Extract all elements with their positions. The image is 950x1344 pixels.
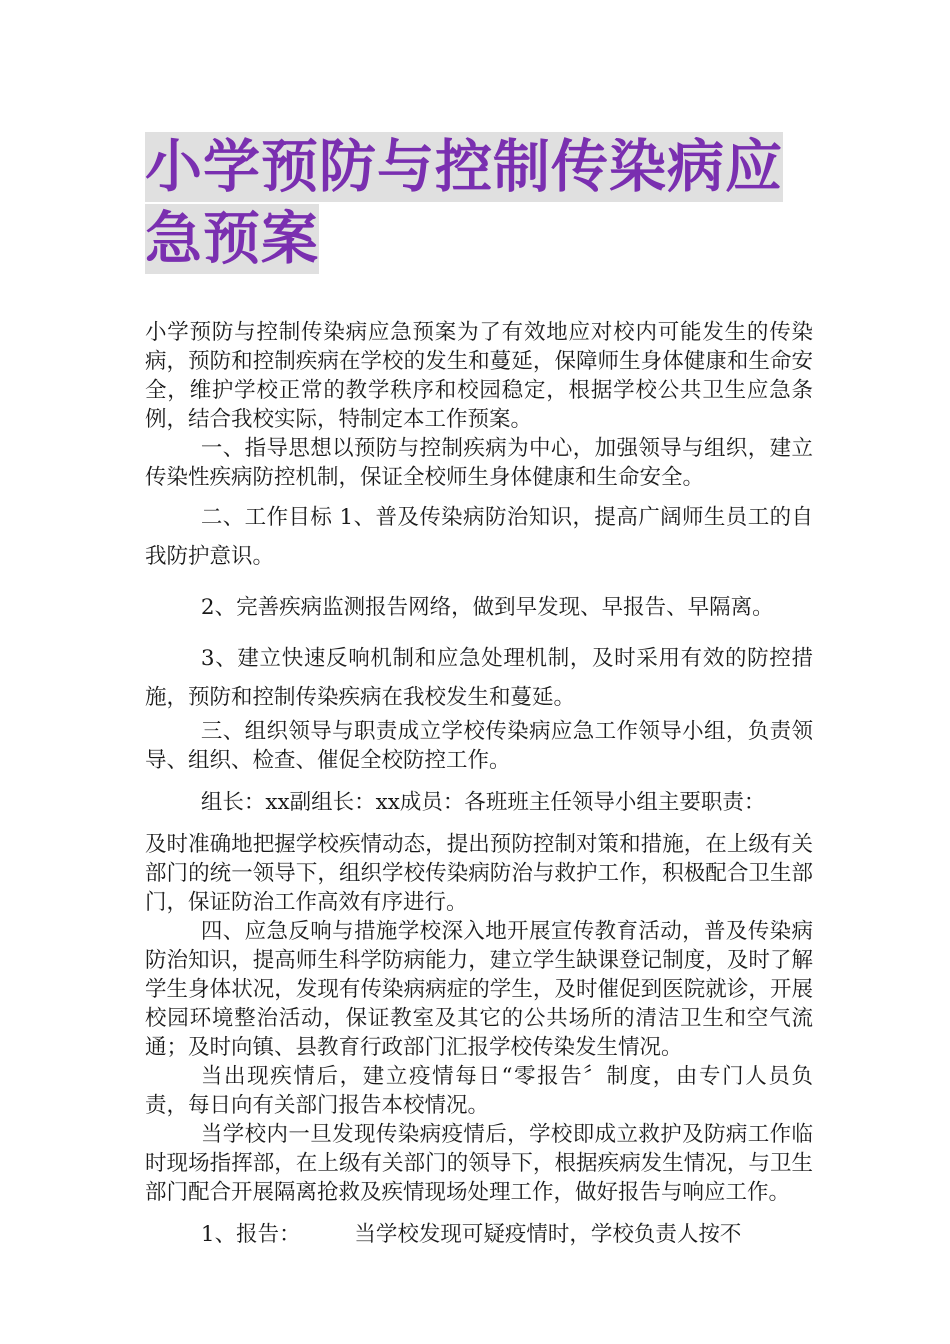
paragraph-work-goals: 二、工作目标 1、普及传染病防治知识，提高广阔师生员工的自我防护意识。 — [145, 505, 813, 569]
paragraph-duties: 及时准确地把握学校疾情动态，提出预防控制对策和措施，在上级有关部门的统一领导下，组织学校传染病防治与救护工作，积极配合卫生部门，保证防治工作高效有序进行。 — [145, 832, 813, 915]
paragraph-command-center: 当学校内一旦发现传染病疫情后，学校即成立救护及防病工作临时现场指挥部，在上级有关部门的领导下，根据疾病发生情况，与卫生部门配合开展隔离抢救及疾情现场处理工作，做好报告与响应工作。 — [145, 1122, 813, 1205]
title-line-1: 小学预防与控制传染病应 — [145, 134, 783, 200]
paragraph-guiding-idea: 一、指导思想以预防与控制疾病为中心，加强领导与组织，建立传染性疾病防控机制，保证全校师生身体健康和生命安全。 — [145, 436, 813, 490]
paragraph-members: 组长：xx副组长：xx成员：各班班主任领导小组主要职责： — [200, 790, 766, 815]
paragraph-report: 1、报告： 当学校发现可疑疫情时，学校负责人按不 — [200, 1222, 742, 1247]
title-line-2: 急预案 — [145, 206, 319, 272]
paragraph-goal-3: 3、建立快速反响机制和应急处理机制，及时采用有效的防控措施，预防和控制传染疾病在我校发生和蔓延。 — [145, 646, 813, 710]
document-title — [145, 132, 825, 276]
paragraph-organization: 三、组织领导与职责成立学校传染病应急工作领导小组，负责领导、组织、检查、催促全校防控工作。 — [145, 719, 813, 773]
paragraph-zero-report: 当出现疾情后，建立疫情每日“零报告〞制度，由专门人员负责，每日向有关部门报告本校情况。 — [145, 1064, 813, 1118]
paragraph-intro: 小学预防与控制传染病应急预案为了有效地应对校内可能发生的传染病，预防和控制疾病在学校的发生和蔓延，保障师生身体健康和生命安全，维护学校正常的教学秩序和校园稳定，根据学校公共卫生应急条例，结合我校实际，特制定本工作预案。 — [145, 320, 813, 432]
paragraph-goal-2: 2、完善疾病监测报告网络，做到早发现、早报告、早隔离。 — [200, 595, 774, 620]
document-body — [145, 318, 813, 1254]
paragraph-emergency-response: 四、应急反响与措施学校深入地开展宣传教育活动，普及传染病防治知识，提高师生科学防病能力，建立学生缺课登记制度，及时了解学生身体状况，发现有传染病病症的学生，及时催促到医院就诊，开展校园环境整治活动，保证教室及其它的公共场所的清洁卫生和空气流通；及时向镇、县教育行政部门汇报学校传染发生情况。 — [145, 919, 813, 1060]
